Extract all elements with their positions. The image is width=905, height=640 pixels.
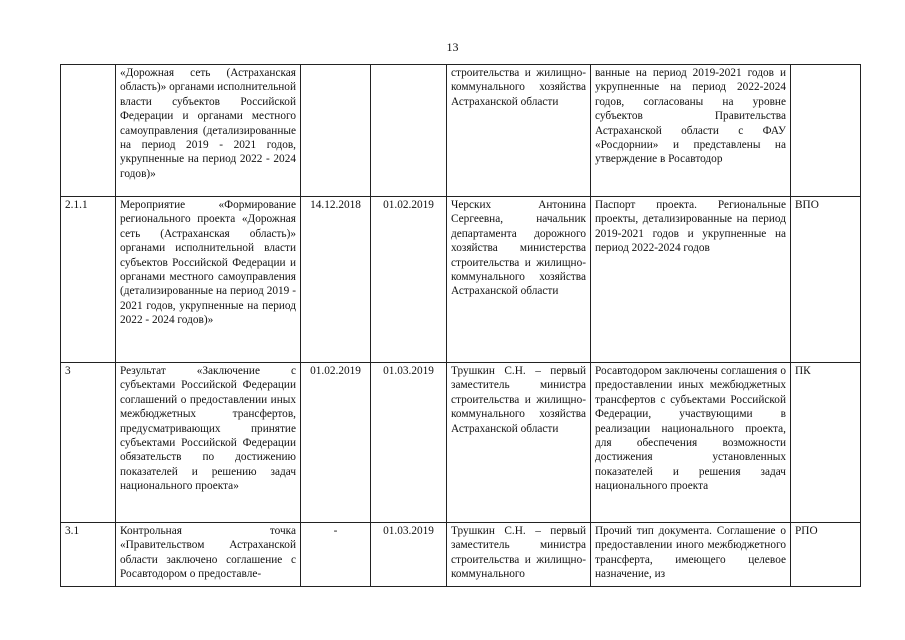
- row-number-cell: 2.1.1: [61, 197, 116, 363]
- start-date-cell: 14.12.2018: [301, 197, 371, 363]
- task-name-cell: Мероприятие «Формирование регионального проекта «Дорожная сеть (Астраханская область)» органами исполнительной власти субъектов Российской Федерации и органами местного самоуправления (детализированные на период 2019 - 2021 годов, укрупненные на период 2022 - 2024 годов)»: [116, 197, 301, 363]
- task-name-cell: Результат «Заключение с субъектами Российской Федерации соглашений о предоставлении иных межбюджетных трансфертов, предусматривающих принятие субъектами Российской Федерации обязательств по достижению показателей и решению задач национального проекта»: [116, 363, 301, 523]
- task-name-cell: Контрольная точка «Правительством Астраханской области заключено соглашение с Росавтодором о предоставле-: [116, 523, 301, 587]
- end-date-cell: 01.03.2019: [371, 523, 447, 587]
- document-cell: Росавтодором заключены соглашения о предоставлении иных межбюджетных трансфертов с субъектами Российской Федерации, участвующими в реализации национального проекта, для обеспечения возможности достижения установленных показателей и решения задач национального проекта: [591, 363, 791, 523]
- task-name-cell: «Дорожная сеть (Астраханская область)» органами исполнительной власти субъектов Российской Федерации и органами местного самоуправления (детализированные на период 2019 - 2021 годов, укрупненные на период 2022 - 2024 годов)»: [116, 65, 301, 197]
- document-cell: Прочий тип документа. Соглашение о предоставлении иного межбюджетного трансферта, имеющего целевое назначение, из: [591, 523, 791, 587]
- table-row: [61, 363, 861, 523]
- responsible-cell: строительства и жилищно-коммунального хозяйства Астраханской области: [447, 65, 591, 197]
- table-row: [61, 65, 861, 197]
- start-date-cell: [301, 65, 371, 197]
- start-date-cell: -: [301, 523, 371, 587]
- responsible-cell: Черских Антонина Сергеевна, начальник департамента дорожного хозяйства министерства строительства и жилищно-коммунального хозяйства Астраханской области: [447, 197, 591, 363]
- document-cell: Паспорт проекта. Региональные проекты, детализированные на период 2019-2021 годов и укрупненные на период 2022-2024 годов: [591, 197, 791, 363]
- responsible-cell: Трушкин С.Н. – первый заместитель министра строительства и жилищно-коммунального: [447, 523, 591, 587]
- level-cell: ПК: [791, 363, 861, 523]
- end-date-cell: 01.03.2019: [371, 363, 447, 523]
- responsible-cell: Трушкин С.Н. – первый заместитель министра строительства и жилищно-коммунального хозяйства Астраханской области: [447, 363, 591, 523]
- table-row: [61, 523, 861, 587]
- row-number-cell: 3: [61, 363, 116, 523]
- row-number-cell: [61, 65, 116, 197]
- schedule-table: [60, 64, 861, 587]
- level-cell: [791, 65, 861, 197]
- level-cell: РПО: [791, 523, 861, 587]
- end-date-cell: 01.02.2019: [371, 197, 447, 363]
- row-number-cell: 3.1: [61, 523, 116, 587]
- level-cell: ВПО: [791, 197, 861, 363]
- end-date-cell: [371, 65, 447, 197]
- page-number: 13: [446, 40, 459, 54]
- table-row: [61, 197, 861, 363]
- start-date-cell: 01.02.2019: [301, 363, 371, 523]
- document-cell: ванные на период 2019-2021 годов и укрупненные на период 2022-2024 годов, согласованы на уровне субъектов Правительства Астраханской области с ФАУ «Росдорнии» и представлены на утверждение в Росавтодор: [591, 65, 791, 197]
